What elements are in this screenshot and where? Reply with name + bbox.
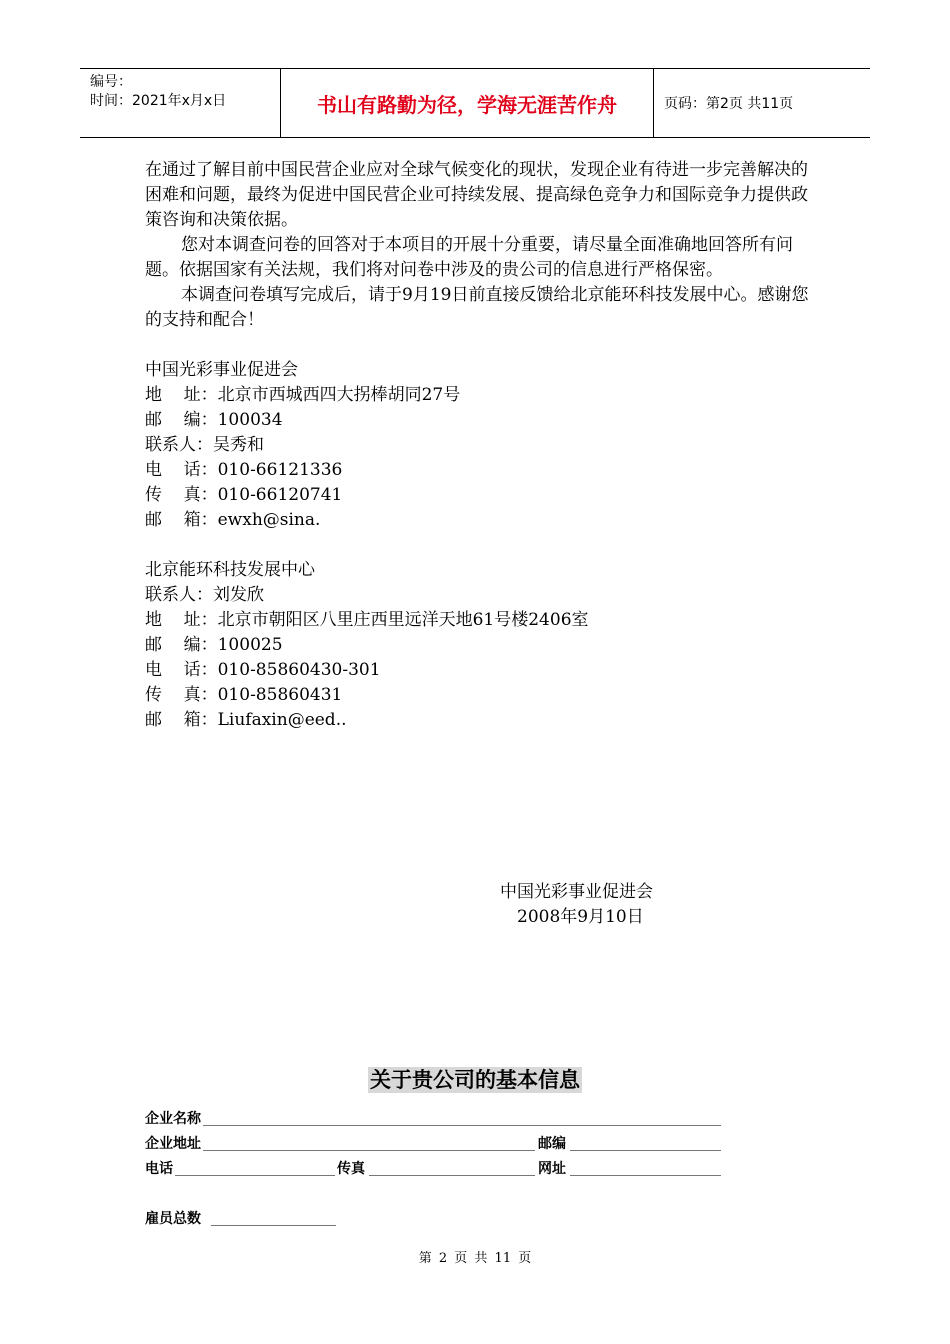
contact1-address: 地 址：北京市西城西四大拐棒胡同27号 — [145, 385, 461, 405]
letter-body — [145, 158, 810, 733]
phone-field[interactable] — [175, 1158, 335, 1176]
contact2-address: 地 址：北京市朝阳区八里庄西里远洋天地61号楼2406室 — [145, 610, 589, 630]
contact1-org: 中国光彩事业促进会 — [145, 360, 298, 380]
signature-block — [500, 880, 653, 930]
contact1-postcode: 邮 编：100034 — [145, 410, 283, 430]
phone-label: 电话 — [145, 1161, 173, 1177]
postcode-label: 邮编 — [538, 1136, 566, 1152]
contact1-email: 邮 箱：ewxh@sina. — [145, 510, 321, 530]
contact1-phone: 电 话：010-66121336 — [145, 460, 343, 480]
signature-org: 中国光彩事业促进会 — [500, 882, 653, 902]
fax-label: 传真 — [337, 1161, 365, 1177]
intro-paragraph: 在通过了解目前中国民营企业应对全球气候变化的现状，发现企业有待进一步完善解决的困难和问题，最终为促进中国民营企业可持续发展、提高绿色竞争力和国际竞争力提供政策咨询和决策依据。 — [145, 160, 808, 230]
contact2-fax: 传 真：010-85860431 — [145, 685, 343, 705]
website-label: 网址 — [538, 1161, 566, 1177]
company-name-label: 企业名称 — [145, 1111, 201, 1127]
contact1-fax: 传 真：010-66120741 — [145, 485, 343, 505]
company-address-field[interactable] — [203, 1133, 535, 1151]
company-name-field[interactable] — [203, 1108, 721, 1126]
website-field[interactable] — [570, 1158, 721, 1176]
contact1-person: 联系人：吴秀和 — [145, 435, 264, 455]
fax-field[interactable] — [369, 1158, 535, 1176]
time-label: 时间：2021年x月x日 — [90, 93, 227, 109]
employees-label: 雇员总数 — [145, 1211, 201, 1227]
header-motto: 书山有路勤为径，学海无涯苦作舟 — [317, 92, 617, 117]
contact2-person: 联系人：刘发欣 — [145, 585, 264, 605]
page-footer: 第 2 页 共 11 页 — [418, 1251, 532, 1266]
company-address-label: 企业地址 — [145, 1136, 201, 1152]
contact2-postcode: 邮 编：100025 — [145, 635, 283, 655]
contact2-org: 北京能环科技发展中心 — [145, 560, 315, 580]
intro-paragraph: 本调查问卷填写完成后，请于9月19日前直接反馈给北京能环科技发展中心。感谢您的支持和配合！ — [145, 285, 809, 330]
form-title — [0, 1064, 950, 1094]
header-meta — [90, 73, 226, 111]
postcode-field[interactable] — [570, 1133, 721, 1151]
contact2-email: 邮 箱：Liufaxin@eed.. — [145, 710, 347, 730]
header-page-info: 页码：第2页 共11页 — [664, 96, 794, 112]
page-header — [80, 68, 870, 138]
intro-paragraph: 您对本调查问卷的回答对于本项目的开展十分重要，请尽量全面准确地回答所有问题。依据国家有关法规，我们将对问卷中涉及的贵公司的信息进行严格保密。 — [145, 235, 793, 280]
employees-field[interactable] — [211, 1208, 336, 1226]
header-divider — [653, 69, 654, 137]
form-title-text: 关于贵公司的基本信息 — [370, 1068, 580, 1092]
contact2-phone: 电 话：010-85860430-301 — [145, 660, 381, 680]
serial-label: 编号： — [90, 74, 132, 90]
signature-date: 2008年9月10日 — [517, 907, 644, 927]
